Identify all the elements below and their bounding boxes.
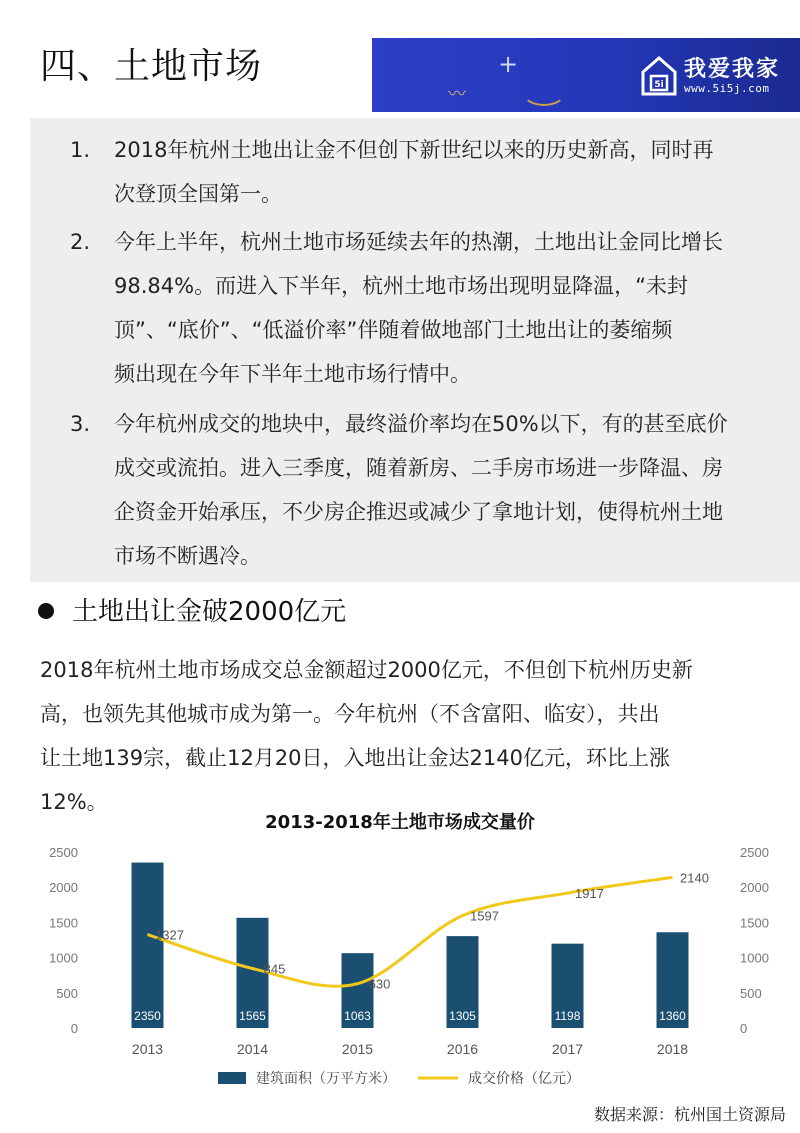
point-text <box>114 128 800 216</box>
bar-mark <box>132 863 164 1028</box>
bar-data-label: 1198 <box>554 1009 581 1023</box>
point-line: 次登顶全国第一。 <box>114 182 282 206</box>
line-data-label: 630 <box>368 976 391 992</box>
right-axis-tick-label: 2500 <box>740 845 769 860</box>
line-data-label: 1917 <box>575 886 604 902</box>
chart-svg <box>0 800 800 1133</box>
x-axis-tick-label: 2017 <box>551 1041 584 1057</box>
legend-bar-swatch <box>218 1072 246 1084</box>
left-axis-tick-label: 2500 <box>49 845 78 860</box>
point-line: 今年杭州成交的地块中，最终溢价率均在50%以下，有的甚至底价 <box>114 412 728 436</box>
bar-data-label: 1305 <box>449 1009 476 1023</box>
bullet-icon <box>38 603 54 619</box>
plus-decoration-icon: + <box>498 50 519 78</box>
line-data-label: 1597 <box>470 908 499 924</box>
point-line: 2018年杭州土地出让金不但创下新世纪以来的历史新高，同时再 <box>114 138 714 162</box>
right-axis-tick-label: 2000 <box>740 880 769 896</box>
house-logo-icon <box>640 54 678 96</box>
point-text <box>114 220 800 396</box>
page-header <box>0 0 800 118</box>
point-number: 1. <box>70 138 91 162</box>
point-line: 成交或流拍。进入三季度，随着新房、二手房市场进一步降温、房 <box>114 456 723 480</box>
bar-data-label: 1565 <box>239 1009 266 1023</box>
right-axis-tick-label: 1000 <box>740 950 769 966</box>
x-axis-tick-label: 2014 <box>236 1041 269 1057</box>
point-line: 今年上半年，杭州土地市场延续去年的热潮，土地出让金同比增长 <box>114 230 723 254</box>
point-line: 98.84%。而进入下半年，杭州土地市场出现明显降温，“未封 <box>114 274 688 298</box>
left-axis-tick-label: 500 <box>56 985 78 1001</box>
line-data-label: 845 <box>263 961 286 977</box>
brand-name: 我爱我家 <box>684 57 781 82</box>
right-axis-tick-label: 500 <box>740 985 762 1001</box>
left-axis-tick-label: 1000 <box>49 950 78 966</box>
chart-title: 2013-2018年土地市场成交量价 <box>265 812 535 833</box>
line-data-label: 2140 <box>680 870 709 886</box>
brand-url: www.5i5j.com <box>684 82 770 95</box>
x-axis-tick-label: 2016 <box>446 1041 479 1057</box>
point-text <box>114 402 800 578</box>
paragraph-line: 2018年杭州土地市场成交总金额超过2000亿元，不但创下杭州历史新 <box>40 658 693 682</box>
sub-heading <box>38 590 346 634</box>
point-line: 企资金开始承压，不少房企推迟或减少了拿地计划，使得杭州土地 <box>114 500 723 524</box>
point-line: 市场不断遇冷。 <box>114 544 261 568</box>
bar-data-label: 2350 <box>134 1009 161 1023</box>
point-number: 3. <box>70 412 91 436</box>
x-axis-tick-label: 2015 <box>341 1041 374 1057</box>
right-axis-tick-label: 1500 <box>740 915 769 931</box>
legend-line-label: 成交价格（亿元） <box>468 1070 580 1086</box>
brand-logo <box>640 48 790 104</box>
bar-data-label: 1360 <box>659 1009 686 1023</box>
right-axis-tick-label: 0 <box>740 1021 748 1036</box>
left-axis-tick-label: 1500 <box>49 915 78 931</box>
section-title: 四、土地市场 <box>40 46 263 87</box>
paragraph-line: 12%。 <box>40 790 108 814</box>
point-line: 频出现在今年下半年土地市场行情中。 <box>114 362 471 386</box>
svg-text:5i: 5i <box>654 80 664 90</box>
point-number: 2. <box>70 230 91 254</box>
data-source: 数据来源：杭州国土资源局 <box>593 1105 786 1124</box>
point-line: 顶”、“底价”、“低溢价率”伴随着做地部门土地出让的萎缩频 <box>114 318 673 342</box>
curve-decoration-icon <box>522 78 566 106</box>
x-axis-tick-label: 2013 <box>131 1041 164 1057</box>
x-axis-tick-label: 2018 <box>656 1041 689 1057</box>
legend-bar-label: 建筑面积（万平方米） <box>256 1070 396 1086</box>
key-points-box <box>30 118 800 582</box>
left-axis-tick-label: 0 <box>70 1021 78 1036</box>
bar-data-label: 1063 <box>344 1009 371 1023</box>
body-paragraph <box>40 648 770 824</box>
wave-decoration-icon: 〰 <box>448 84 466 105</box>
line-data-label: 1327 <box>155 927 184 943</box>
left-axis-tick-label: 2000 <box>49 880 78 896</box>
combo-chart <box>0 800 800 1133</box>
paragraph-line: 高，也领先其他城市成为第一。今年杭州（不含富阳、临安），共出 <box>40 702 660 726</box>
paragraph-line: 让土地139宗，截止12月20日，入地出让金达2140亿元，环比上涨 <box>40 746 670 770</box>
sub-heading-text: 土地出让金破2000亿元 <box>72 597 347 627</box>
brand-banner <box>372 38 800 112</box>
